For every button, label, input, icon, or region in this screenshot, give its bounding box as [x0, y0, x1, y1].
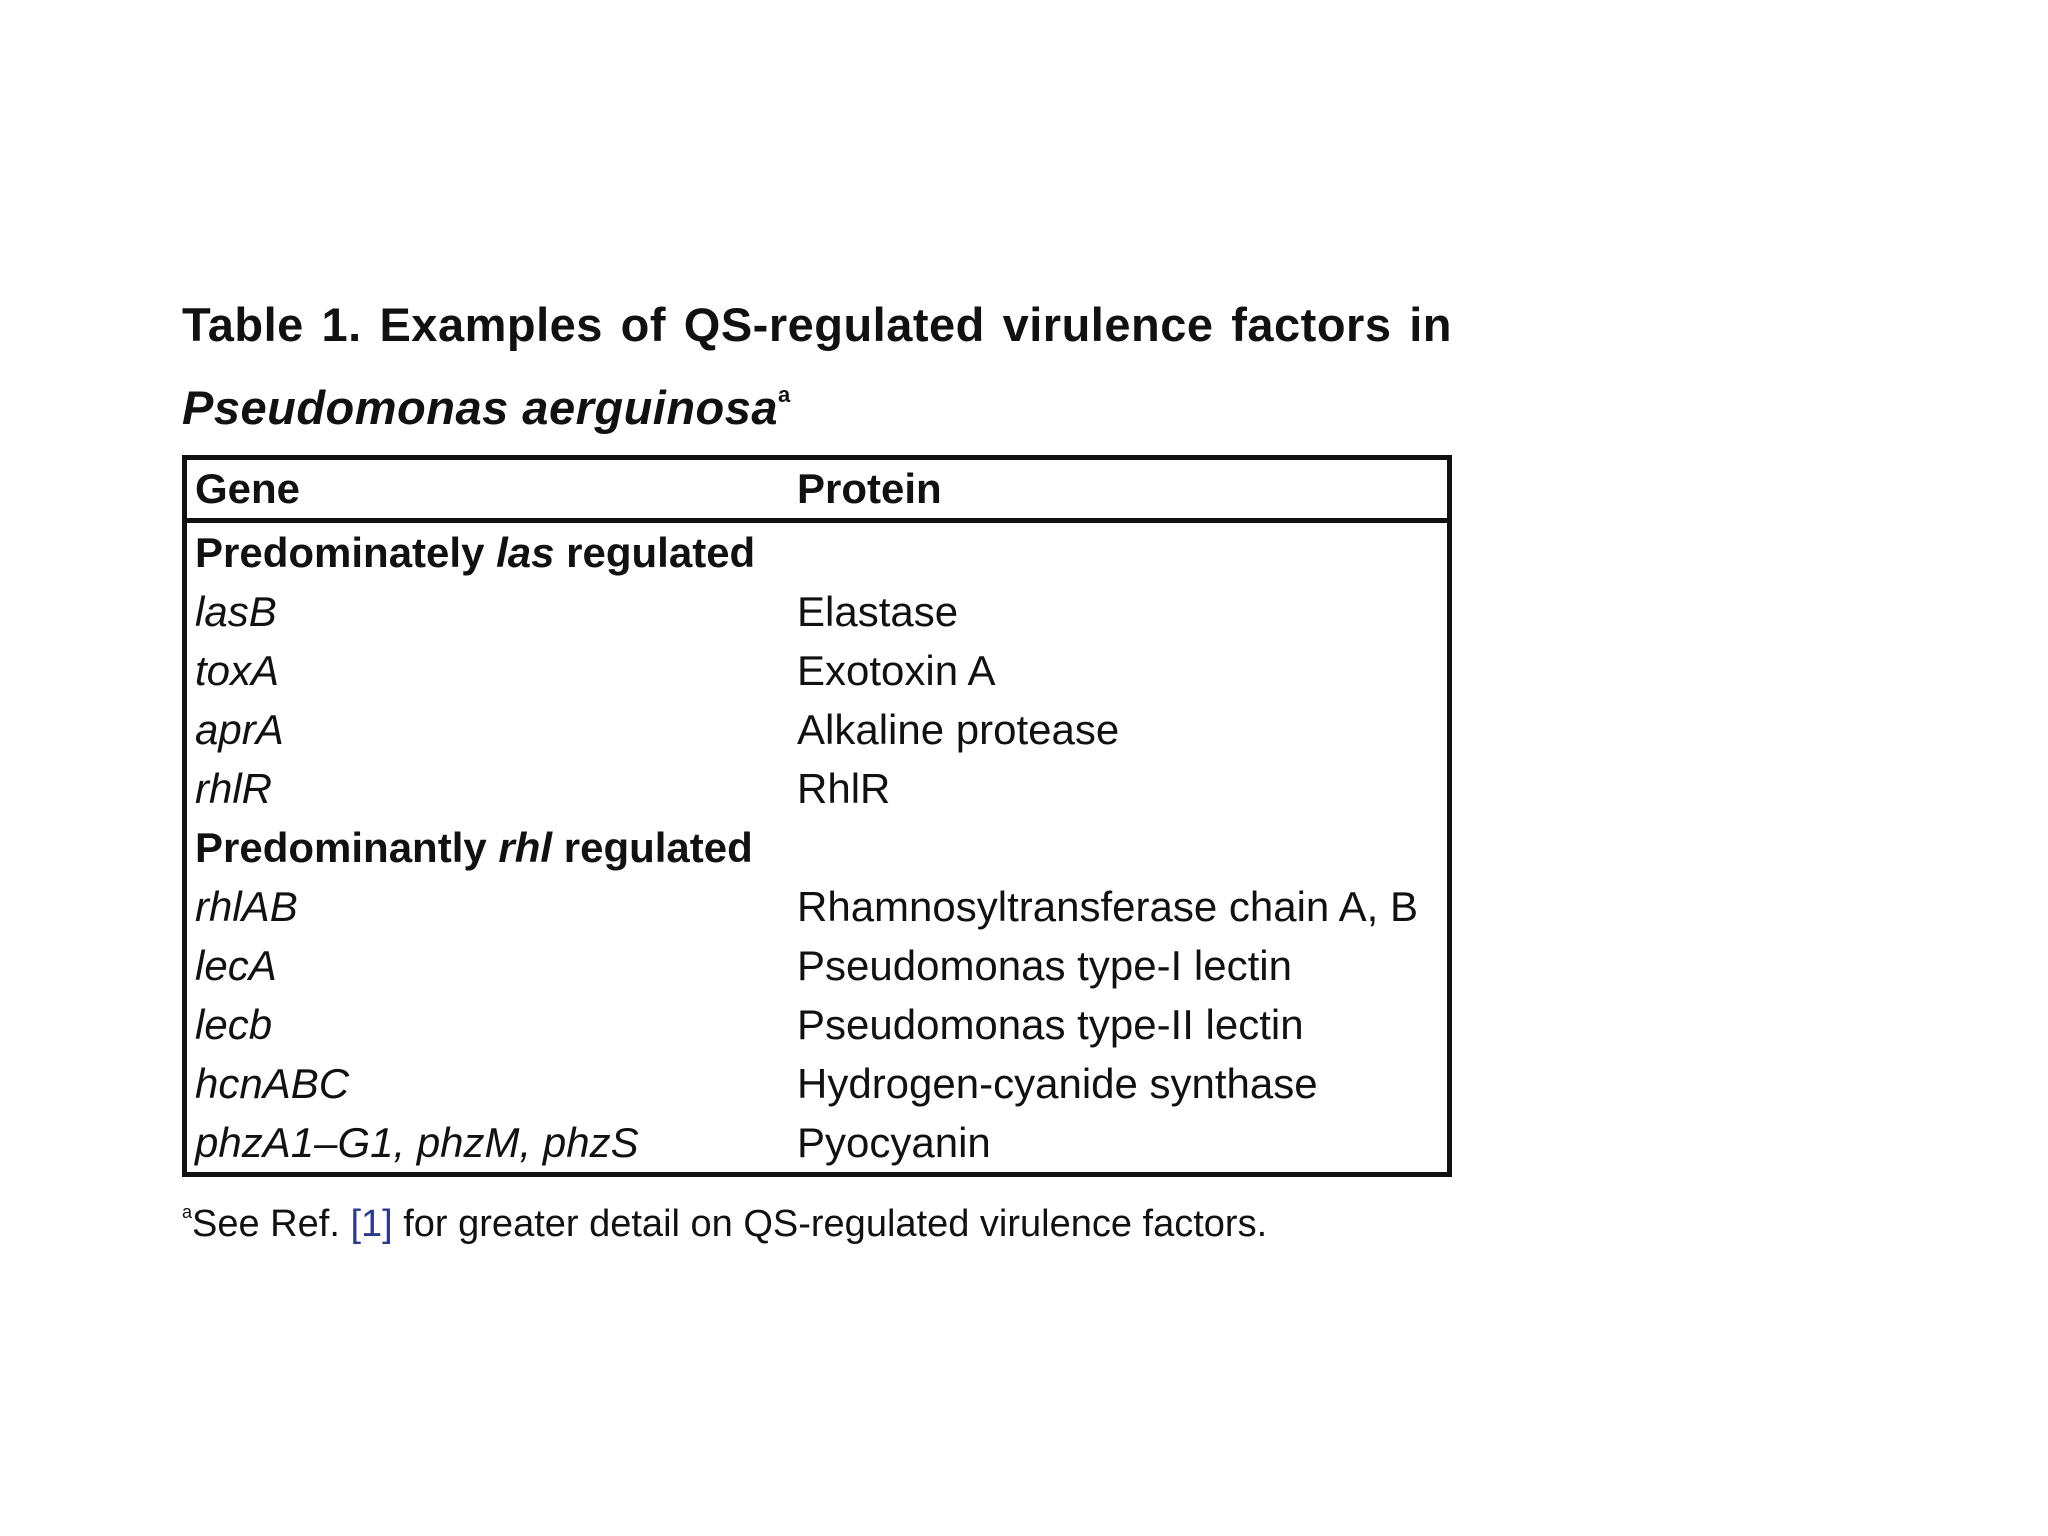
gene-cell: toxA	[195, 646, 280, 694]
group-label-pre: Predominately	[195, 528, 497, 576]
table-row	[187, 700, 1447, 759]
caption-word: Table	[182, 298, 304, 351]
protein-cell: Exotoxin A	[797, 646, 996, 694]
group-label-pre: Predominantly	[195, 823, 499, 871]
caption-species-line	[182, 360, 1452, 443]
group-label-row	[187, 818, 1447, 877]
group-label-row	[187, 523, 1447, 582]
caption-word: of	[620, 298, 667, 351]
table-row	[187, 877, 1447, 936]
gene-cell: lecb	[195, 1000, 273, 1048]
caption-word: 1.	[321, 298, 362, 351]
gene-cell: phzA1–G1, phzM, phzS	[195, 1118, 639, 1166]
table-row	[187, 759, 1447, 818]
protein-cell: Alkaline protease	[797, 705, 1120, 753]
caption-title-line	[182, 290, 1452, 360]
footnote-post: for greater detail on QS-regulated virulence factors.	[392, 1203, 1268, 1245]
gene-cell: lasB	[195, 587, 277, 635]
protein-cell: Pyocyanin	[797, 1118, 991, 1166]
protein-cell: Hydrogen-cyanide synthase	[797, 1059, 1318, 1107]
caption-species: Pseudomonas aerguinosa	[182, 381, 779, 434]
gene-cell: lecA	[195, 941, 277, 989]
group-label-post: regulated	[552, 823, 753, 871]
caption-word: factors	[1231, 298, 1392, 351]
gene-cell: rhlAB	[195, 882, 298, 930]
group-label-ital: rhl	[498, 823, 553, 871]
table-header-row	[187, 460, 1447, 523]
caption-footnote-marker: a	[778, 382, 791, 407]
gene-cell: hcnABC	[195, 1059, 350, 1107]
footnote-pre: See Ref.	[192, 1203, 351, 1245]
protein-cell: Pseudomonas type-I lectin	[797, 941, 1292, 989]
table-row	[187, 1054, 1447, 1113]
footnote-marker: a	[182, 1202, 193, 1222]
header-protein: Protein	[797, 465, 942, 512]
protein-cell: Elastase	[797, 587, 959, 635]
caption-word: Examples	[379, 298, 603, 351]
table-row	[187, 936, 1447, 995]
protein-cell: RhlR	[797, 764, 891, 812]
group-label-ital: las	[496, 528, 555, 576]
protein-cell: Rhamnosyltransferase chain A, B	[797, 882, 1418, 930]
gene-cell: aprA	[195, 705, 284, 753]
reference-link[interactable]: [1]	[350, 1203, 393, 1245]
group-label-post: regulated	[554, 528, 756, 576]
table-row	[187, 641, 1447, 700]
table-footnote	[182, 1187, 1452, 1249]
caption-word: virulence	[1002, 298, 1214, 351]
table-row	[187, 995, 1447, 1054]
table-block	[182, 290, 1452, 1249]
table-row	[187, 582, 1447, 641]
header-gene: Gene	[195, 465, 301, 512]
table-caption	[182, 290, 1452, 443]
caption-word: QS-regulated	[683, 298, 985, 351]
caption-word: in	[1409, 298, 1452, 351]
table-row	[187, 1113, 1447, 1172]
protein-cell: Pseudomonas type-II lectin	[797, 1000, 1304, 1048]
data-table	[182, 455, 1452, 1177]
gene-cell: rhlR	[195, 764, 273, 812]
